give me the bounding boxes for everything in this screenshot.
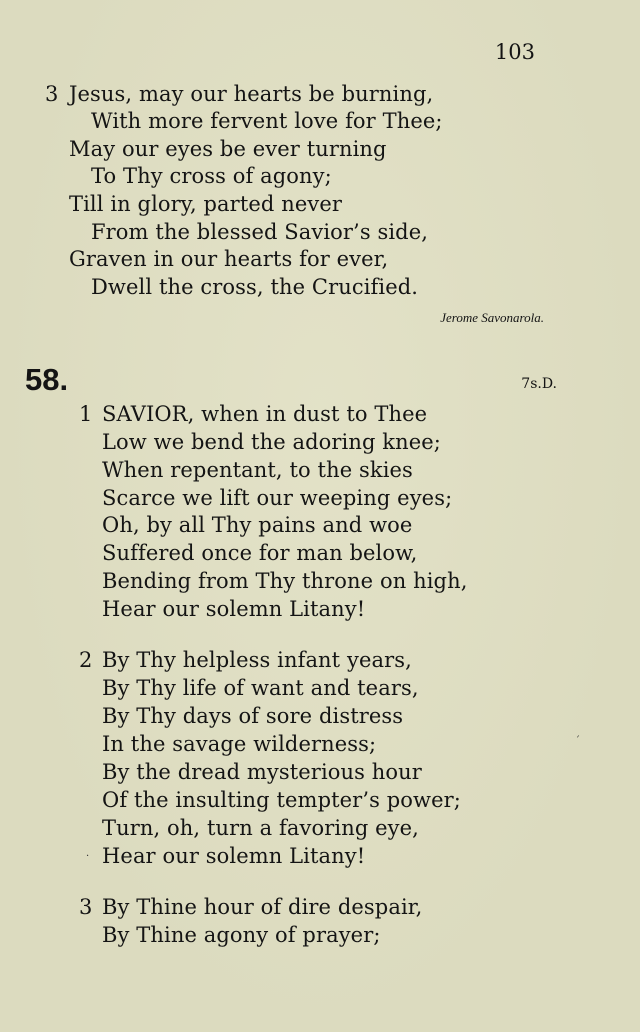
verse-line: Turn, oh, turn a favoring eye,: [102, 816, 419, 840]
verse-line: Hear our solemn Litany!: [102, 597, 366, 621]
print-speck: ·: [86, 851, 90, 862]
verse-line: Of the insulting tempter’s power;: [102, 788, 461, 812]
verse-line: Graven in our hearts for ever,: [69, 247, 389, 271]
stanza-number: 1: [79, 402, 93, 426]
hymn-number: 58.: [25, 362, 69, 397]
verse-line: Dwell the cross, the Crucified.: [91, 275, 419, 299]
meter-label: 7s.D.: [521, 376, 557, 392]
stanza-number: 3: [45, 82, 59, 106]
verse-line: Scarce we lift our weeping eyes;: [102, 486, 453, 510]
verse-line: By the dread mysterious hour: [102, 760, 422, 784]
verse-line: By Thy helpless infant years,: [102, 648, 412, 672]
print-speck: ´: [575, 736, 580, 747]
verse-line: To Thy cross of agony;: [91, 164, 332, 188]
verse-line: Till in glory, parted never: [69, 192, 342, 216]
verse-line: By Thy days of sore distress: [102, 704, 404, 728]
verse-line: Oh, by all Thy pains and woe: [102, 513, 413, 537]
page-number: 103: [494, 40, 535, 64]
stanza-number: 2: [79, 648, 93, 672]
author-attribution: Jerome Savonarola.: [440, 310, 544, 325]
stanza-number: 3: [79, 895, 93, 919]
verse-line: When repentant, to the skies: [102, 458, 413, 482]
verse-line: In the savage wilderness;: [102, 732, 377, 756]
verse-line: Jesus, may our hearts be burning,: [69, 82, 434, 106]
verse-line: SAVIOR, when in dust to Thee: [102, 402, 428, 426]
verse-line: From the blessed Savior’s side,: [91, 220, 429, 244]
verse-line: By Thine agony of prayer;: [102, 923, 381, 947]
verse-line: With more fervent love for Thee;: [91, 109, 443, 133]
verse-line: Bending from Thy throne on high,: [102, 569, 468, 593]
verse-line: Hear our solemn Litany!: [102, 844, 366, 868]
verse-line: Low we bend the adoring knee;: [102, 430, 441, 454]
verse-line: May our eyes be ever turning: [69, 137, 387, 161]
verse-line: Suffered once for man below,: [102, 541, 418, 565]
verse-line: By Thy life of want and tears,: [102, 676, 419, 700]
verse-line: By Thine hour of dire despair,: [102, 895, 423, 919]
